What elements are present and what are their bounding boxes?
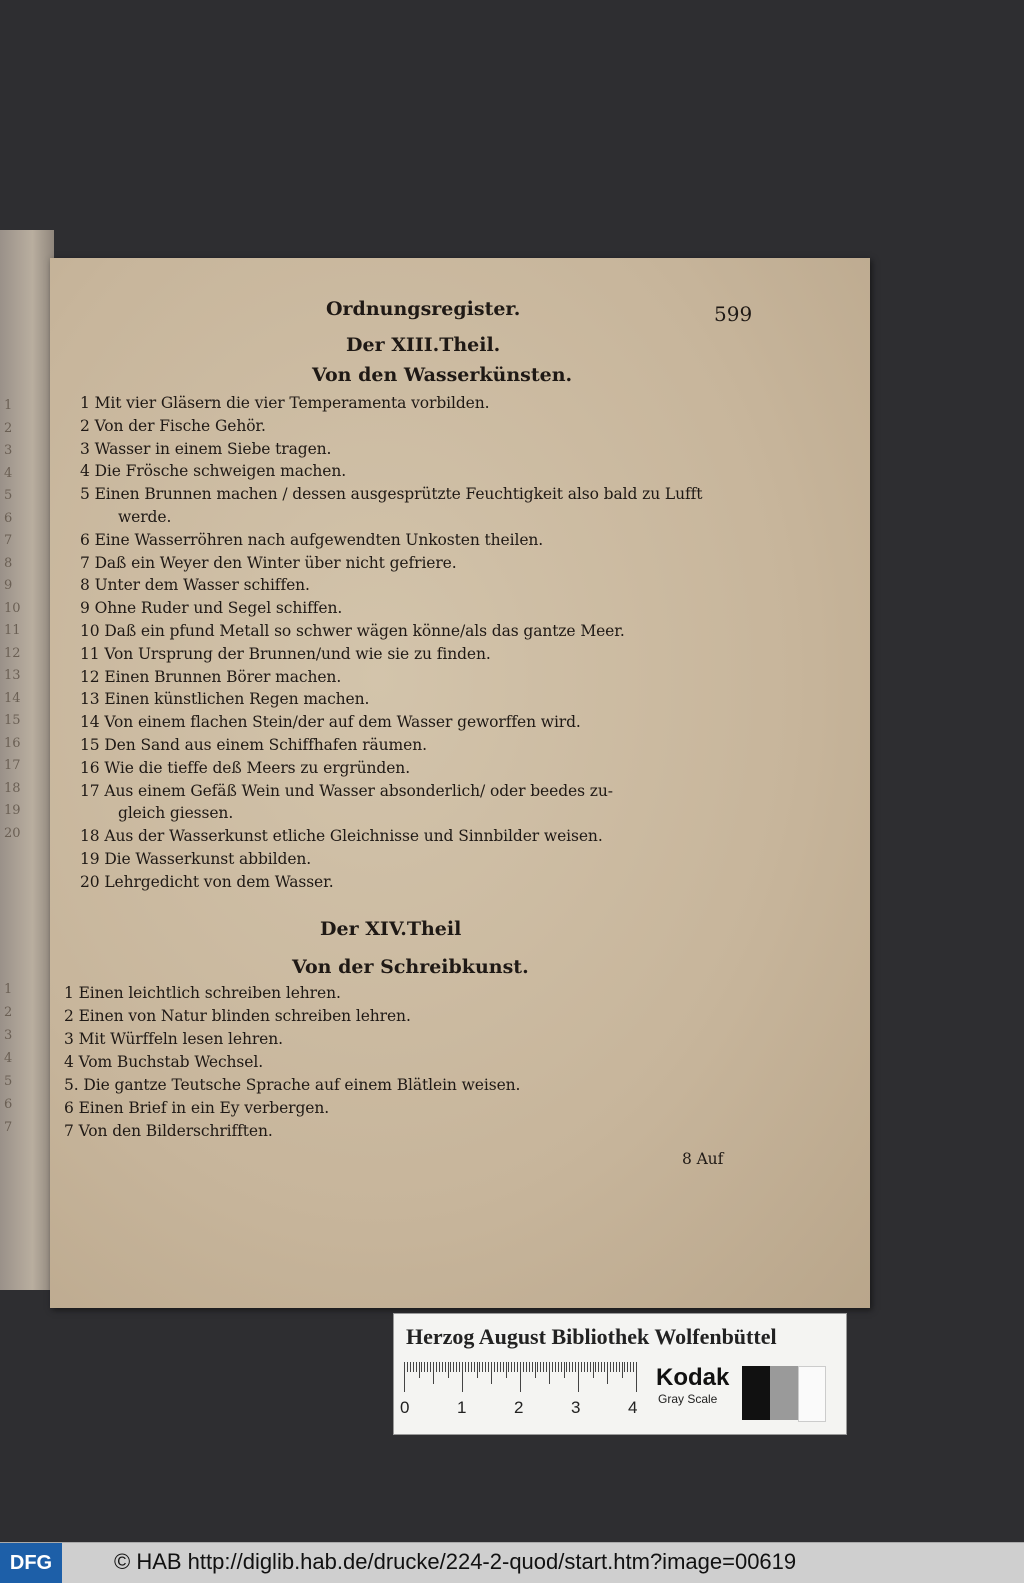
ruler-tick	[529, 1362, 530, 1372]
ruler-tick	[413, 1362, 414, 1372]
ruler-tick	[572, 1362, 573, 1372]
register-item: 4 Vom Buchstab Wechsel.	[64, 1053, 264, 1071]
register-item: 8 Unter dem Wasser schiffen.	[80, 576, 310, 595]
register-item: 18 Aus der Wasserkunst etliche Gleichnisse und Sinnbilder weisen.	[80, 827, 603, 846]
ruler-tick	[482, 1362, 483, 1372]
ruler-tick	[433, 1362, 434, 1384]
register-item: 9 Ohne Ruder und Segel schiffen.	[80, 599, 343, 618]
ruler-tick	[503, 1362, 504, 1372]
facing-page-number: 18	[4, 780, 21, 796]
footer-bar	[0, 1542, 1024, 1583]
register-item: 6 Eine Wasserröhren nach aufgewendten Unkosten theilen.	[80, 530, 544, 549]
register-item: 1 Einen leichtlich schreiben lehren.	[64, 984, 341, 1002]
facing-page-number: 20	[4, 825, 21, 841]
facing-page-number: 10	[4, 600, 21, 616]
facing-page-number: 5	[4, 1074, 13, 1089]
ruler-tick	[511, 1362, 512, 1372]
facing-page-number: 3	[4, 443, 13, 458]
ruler-tick	[448, 1362, 449, 1378]
facing-page-number: 1	[4, 982, 13, 997]
ruler-tick	[616, 1362, 617, 1372]
ruler-tick	[506, 1362, 507, 1378]
ruler-tick	[613, 1362, 614, 1372]
page-number: 599	[714, 302, 753, 326]
ruler-tick	[627, 1362, 628, 1372]
ruler-tick	[453, 1362, 454, 1372]
ruler-tick	[471, 1362, 472, 1372]
ruler-tick	[500, 1362, 501, 1372]
ruler-tick	[543, 1362, 544, 1372]
facing-page-number: 16	[4, 735, 21, 751]
register-item: 7 Von den Bilderschrifften.	[64, 1122, 273, 1140]
kodak-brand: Kodak	[656, 1364, 730, 1391]
ruler-tick	[564, 1362, 565, 1378]
register-item: 3 Mit Würffeln lesen lehren.	[64, 1030, 283, 1048]
ruler-number: 2	[514, 1398, 524, 1417]
register-item: 1 Mit vier Gläsern die vier Temperamenta vorbilden.	[80, 394, 490, 412]
ruler-tick	[419, 1362, 420, 1378]
ruler-tick	[546, 1362, 547, 1372]
facing-page-number: 3	[4, 1028, 13, 1043]
ruler-number: 4	[628, 1398, 638, 1417]
facing-page-number: 19	[4, 803, 21, 818]
register-item: 4 Die Frösche schweigen machen.	[80, 462, 347, 481]
facing-page-number: 15	[4, 713, 21, 728]
ruler-tick	[407, 1362, 408, 1372]
ruler-tick	[479, 1362, 480, 1372]
register-item: 5 Einen Brunnen machen / dessen ausgesprützte Feuchtigkeit also bald zu Lufft	[80, 485, 703, 504]
ruler-tick	[540, 1362, 541, 1372]
facing-page-number: 4	[4, 1051, 13, 1066]
ruler-tick	[526, 1362, 527, 1372]
color-reference-card	[393, 1313, 847, 1435]
register-item: 2 Einen von Natur blinden schreiben lehren.	[64, 1007, 411, 1025]
ruler-tick	[558, 1362, 559, 1372]
ruler-number: 0	[400, 1398, 410, 1417]
ruler-tick	[598, 1362, 599, 1372]
catchword: 8 Auf	[682, 1150, 724, 1168]
ruler-tick	[584, 1362, 585, 1372]
ruler-tick	[462, 1362, 463, 1392]
ruler-tick	[595, 1362, 596, 1372]
facing-page-number: 2	[4, 420, 13, 436]
facing-page-number: 13	[4, 668, 21, 683]
register-item: 3 Wasser in einem Siebe tragen.	[80, 439, 332, 458]
ruler-tick	[488, 1362, 489, 1372]
library-title: Herzog August Bibliothek Wolfenbüttel	[406, 1324, 777, 1349]
register-item: 17 Aus einem Gefäß Wein und Wasser absonderlich/ oder beedes zu-	[80, 781, 613, 800]
register-item: 7 Daß ein Weyer den Winter über nicht gefriere.	[80, 553, 457, 572]
white-swatch	[798, 1366, 826, 1422]
ruler-tick	[416, 1362, 417, 1372]
register-item: 20 Lehrgedicht von dem Wasser.	[80, 872, 334, 891]
facing-page-number: 6	[4, 1097, 13, 1112]
facing-page-number: 7	[4, 1120, 13, 1135]
ruler-tick	[630, 1362, 631, 1372]
ruler-tick	[566, 1362, 567, 1372]
ruler-tick	[404, 1362, 405, 1392]
ruler-tick	[439, 1362, 440, 1372]
register-item: 14 Von einem flachen Stein/der auf dem Wasser geworffen wird.	[80, 713, 581, 732]
register-item: 11 Von Ursprung der Brunnen/und wie sie zu finden.	[80, 644, 491, 663]
register-item: 13 Einen künstlichen Regen machen.	[80, 690, 370, 709]
black-swatch	[742, 1366, 770, 1420]
dfg-logo[interactable]: DFG	[0, 1543, 62, 1583]
ruler-tick	[477, 1362, 478, 1378]
gray-scale-label: Gray Scale	[658, 1392, 718, 1406]
facing-page-number: 1	[4, 398, 13, 413]
facing-page-number: 5	[4, 488, 13, 503]
facing-page-number: 4	[4, 465, 13, 481]
ruler-tick	[590, 1362, 591, 1372]
ruler-tick	[535, 1362, 536, 1378]
ruler-tick	[587, 1362, 588, 1372]
ruler-tick	[450, 1362, 451, 1372]
ruler-tick	[465, 1362, 466, 1372]
register-item: 2 Von der Fische Gehör.	[80, 416, 266, 435]
facing-page-number: 2	[4, 1005, 13, 1020]
facing-page-number: 17	[4, 758, 21, 773]
register-item: werde.	[118, 508, 172, 526]
ruler-tick	[520, 1362, 521, 1392]
facing-page-number: 9	[4, 578, 13, 593]
register-item: 5. Die gantze Teutsche Sprache auf einem Blätlein weisen.	[64, 1076, 521, 1094]
ruler-tick	[410, 1362, 411, 1372]
facing-page-edge	[0, 230, 54, 1290]
copyright-link[interactable]: © HAB http://diglib.hab.de/drucke/224-2-quod/start.htm?image=00619	[114, 1549, 797, 1574]
register-item: 15 Den Sand aus einem Schiffhafen räumen.	[80, 736, 427, 754]
facing-page-number: 14	[4, 690, 21, 706]
ruler-tick	[491, 1362, 492, 1384]
register-item: 16 Wie die tieffe deß Meers zu ergründen.	[80, 758, 411, 777]
ruler-tick	[517, 1362, 518, 1372]
ruler-tick	[604, 1362, 605, 1372]
ruler-tick	[636, 1362, 637, 1392]
ruler-tick	[508, 1362, 509, 1372]
facing-page-number: 6	[4, 510, 13, 526]
ruler-tick	[445, 1362, 446, 1372]
ruler-tick	[514, 1362, 515, 1372]
ruler-tick	[578, 1362, 579, 1392]
ruler-tick	[581, 1362, 582, 1372]
ruler-tick	[555, 1362, 556, 1372]
running-title: Ordnungsregister.	[326, 298, 521, 320]
facing-page-number: 8	[4, 555, 13, 571]
ruler-tick	[633, 1362, 634, 1372]
ruler-tick	[607, 1362, 608, 1384]
gray-swatch	[770, 1366, 798, 1420]
register-item: 12 Einen Brunnen Börer machen.	[80, 667, 342, 686]
book-page	[50, 258, 870, 1308]
ruler-tick	[523, 1362, 524, 1372]
ruler-number: 1	[457, 1398, 467, 1417]
ruler-tick	[456, 1362, 457, 1372]
facing-page-number: 12	[4, 645, 21, 661]
ruler-tick	[624, 1362, 625, 1372]
ruler-tick	[622, 1362, 623, 1378]
ruler-tick	[421, 1362, 422, 1372]
ruler-tick	[485, 1362, 486, 1372]
ruler-tick	[619, 1362, 620, 1372]
ruler-tick	[569, 1362, 570, 1372]
ruler-tick	[430, 1362, 431, 1372]
ruler-tick	[552, 1362, 553, 1372]
facing-page-number: 11	[4, 623, 21, 638]
register-item: 19 Die Wasserkunst abbilden.	[80, 850, 312, 868]
register-item: gleich giessen.	[118, 804, 234, 823]
register-item: 6 Einen Brief in ein Ey verbergen.	[64, 1099, 330, 1117]
ruler-tick	[549, 1362, 550, 1384]
ruler-tick	[601, 1362, 602, 1372]
ruler-tick	[497, 1362, 498, 1372]
ruler-tick	[427, 1362, 428, 1372]
ruler-tick	[532, 1362, 533, 1372]
ruler-tick	[494, 1362, 495, 1372]
ruler-tick	[436, 1362, 437, 1372]
ruler-tick	[442, 1362, 443, 1372]
part13-subheading: Von den Wasserkünsten.	[312, 364, 573, 386]
ruler-tick	[593, 1362, 594, 1378]
part14-heading: Der XIV.Theil	[320, 918, 462, 940]
ruler-number: 3	[571, 1398, 581, 1417]
ruler-tick	[575, 1362, 576, 1372]
ruler-tick	[474, 1362, 475, 1372]
register-item: 10 Daß ein pfund Metall so schwer wägen könne/als das gantze Meer.	[80, 622, 625, 640]
facing-page-number: 7	[4, 533, 13, 548]
part14-subheading: Von der Schreibkunst.	[292, 956, 529, 978]
ruler-tick	[537, 1362, 538, 1372]
ruler-tick	[424, 1362, 425, 1372]
ruler-tick	[459, 1362, 460, 1372]
part13-heading: Der XIII.Theil.	[346, 334, 501, 356]
scale-ruler	[404, 1362, 636, 1398]
ruler-tick	[468, 1362, 469, 1372]
ruler-tick	[561, 1362, 562, 1372]
ruler-tick	[610, 1362, 611, 1372]
